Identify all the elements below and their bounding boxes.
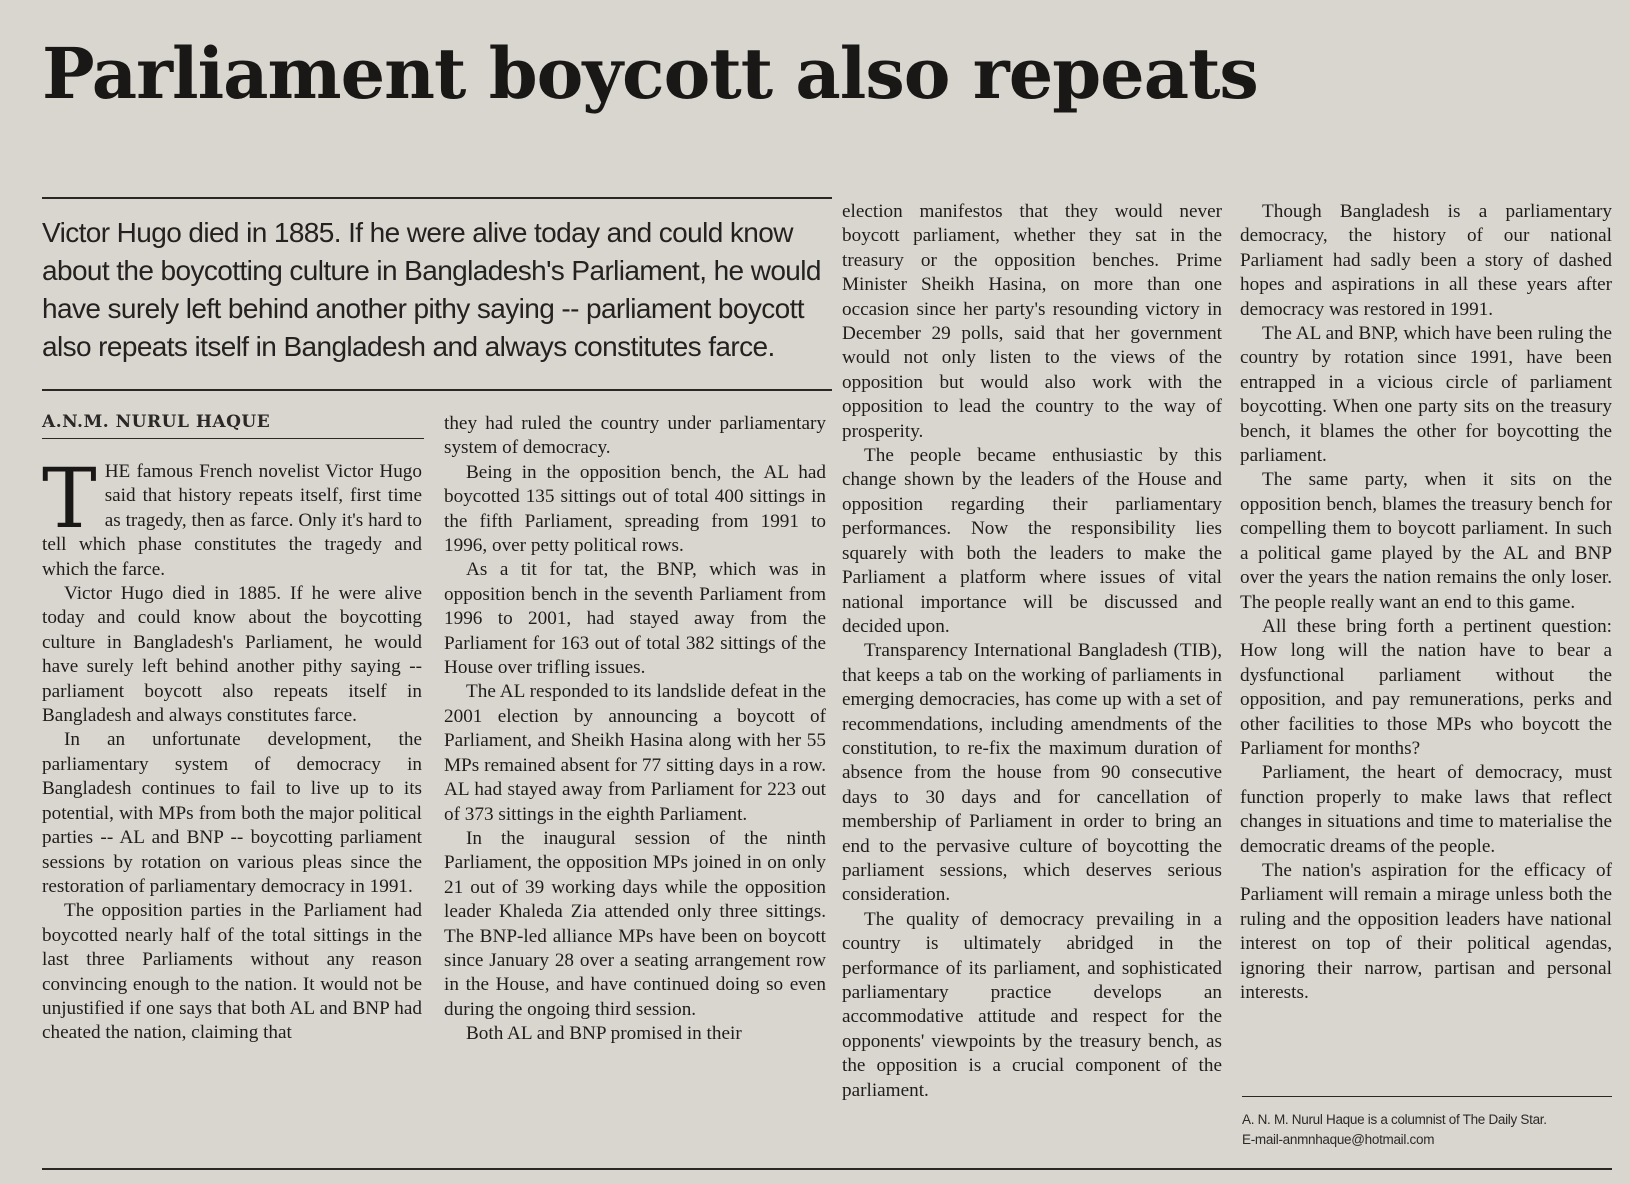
drop-cap: T	[42, 452, 97, 547]
paragraph-text: HE famous French novelist Victor Hugo said that history repeats itself, first time as tragedy, then as farce. Only it's hard to tell which phase constitutes the tragedy and which the farce.	[42, 461, 422, 580]
article-paragraph: Being in the opposition bench, the AL had boycotted 135 sittings out of total 400 sittings in the fifth Parliament, spreading from 1991 to 1996, over petty political rows.	[444, 461, 826, 557]
deck-summary: Victor Hugo died in 1885. If he were alive today and could know about the boycotting culture in Bangladesh's Parliament, he would have surely left behind another pithy saying -- parliament boycott also repeats itself in Bangladesh and always constitutes farce.	[42, 217, 821, 362]
article-paragraph: Though Bangladesh is a parliamentary democracy, the history of our national Parliament had sadly been a story of dashed hopes and aspirations in all these years after democracy was restored in 1991.	[1240, 201, 1612, 320]
article-paragraph: The AL and BNP, which have been ruling the country by rotation since 1991, have been entrapped in a vicious circle of parliament boycotting. When one party sits on the treasury bench, it blames the other for boycotting the parliament.	[1240, 323, 1612, 467]
article-column-3	[842, 200, 1222, 1103]
article-paragraph: The AL responded to its landslide defeat in the 2001 election by announcing a boycott of Parliament, and Sheikh Hasina along with her 55 MPs remained absent for 77 sitting days in a row. AL had stayed away from Parliament for 223 out of 373 sittings in the eighth Parliament.	[444, 681, 826, 825]
article-paragraph: Both AL and BNP promised in their	[466, 1023, 742, 1045]
headline: Parliament boycott also repeats	[42, 32, 1258, 115]
article-paragraph: All these bring forth a pertinent question: How long will the nation have to bear a dysfunctional parliament without the opposition, and pay remunerations, perks and other facilities to those MPs who boycott the Parliament for months?	[1240, 615, 1612, 759]
article-paragraph: The opposition parties in the Parliament had boycotted nearly half of the total sittings in the last three Parliaments without any reason convincing enough to the nation. It would not be unjustified if one says that both AL and BNP had cheated the nation, claiming that	[42, 900, 422, 1044]
article-paragraph: The same party, when it sits on the opposition bench, blames the treasury bench for compelling them to boycott parliament. In such a political game played by the AL and BNP over the years the nation remains the only loser. The people really want an end to this game.	[1240, 469, 1612, 613]
author-email: E-mail-anmnhaque@hotmail.com	[1242, 1132, 1435, 1147]
article-paragraph: Victor Hugo died in 1885. If he were alive today and could know about the boycotting culture in Bangladesh's Parliament, he would have surely left behind another pithy saying -- parliament boycott also repeats itself in Bangladesh and always constitutes farce.	[42, 583, 422, 727]
byline-rule	[42, 438, 424, 439]
article-column-2	[444, 412, 826, 1047]
bottom-rule	[42, 1168, 1612, 1170]
article-paragraph: election manifestos that they would never boycott parliament, whether they sat in the treasury or the opposition benches. Prime Minister Sheikh Hasina, on more than one occasion since her party's resounding victory in December 29 polls, said that her government would not only listen to the views of the opposition but would also work with the opposition to lead the country to the way of prosperity.	[842, 201, 1222, 442]
article-paragraph: As a tit for tat, the BNP, which was in opposition bench in the seventh Parliament from 1996 to 2001, had stayed away from the Parliament for 163 out of total 382 sittings of the House over trifling issues.	[444, 559, 826, 679]
article-paragraph: The people became enthusiastic by this change shown by the leaders of the House and opposition regarding their parliamentary performances. Now the responsibility lies squarely with both the leaders to make the Parliament a platform where issues of vital national importance will be discussed and decided upon.	[842, 445, 1222, 637]
deck-bottom-rule	[42, 389, 832, 391]
author-credit	[1242, 1110, 1547, 1150]
article-column-4	[1240, 200, 1612, 1005]
article-paragraph: Parliament, the heart of democracy, must function properly to make laws that reflect changes in situations and time to materialise the democratic dreams of the people.	[1240, 762, 1612, 857]
article-paragraph: they had ruled the country under parliamentary system of democracy.	[444, 413, 826, 459]
deck-top-rule	[42, 197, 832, 199]
article-paragraph: The nation's aspiration for the efficacy of Parliament will remain a mirage unless both the ruling and the opposition leaders have national interest on top of their political agendas, ignoring their narrow, partisan and personal interests.	[1240, 859, 1612, 1003]
article-paragraph	[42, 452, 422, 582]
article-paragraph: In the inaugural session of the ninth Parliament, the opposition MPs joined in on only 21 out of 39 working days while the opposition leader Khaleda Zia attended only three sittings. The BNP-led alliance MPs have been on boycott since January 28 over a seating arrangement row in the House, and have continued doing so even during the ongoing third session.	[444, 827, 826, 1020]
article-paragraph: In an unfortunate development, the parliamentary system of democracy in Bangladesh continues to fail to live up to its potential, with MPs from both the major political parties -- AL and BNP -- boycotting parliament sessions by rotation on various pleas since the restoration of parliamentary democracy in 1991.	[42, 729, 422, 897]
byline: A.N.M. NURUL HAQUE	[42, 412, 271, 432]
article-paragraph: The quality of democracy prevailing in a country is ultimately abridged in the performance of its parliament, and sophisticated parliamentary practice develops an accommodative attitude and respect for the opponents' viewpoints by the treasury bench, as the opposition is a crucial component of the parliament.	[842, 908, 1222, 1101]
article-paragraph: Transparency International Bangladesh (TIB), that keeps a tab on the working of parliaments in emerging democracies, has come up with a set of recommendations, including amendments of the constitution, to re-fix the maximum duration of absence from the house from 90 consecutive days to 30 days and for cancellation of membership of Parliament in order to bring an end to the pervasive culture of boycotting the parliament sessions, which deserves serious consideration.	[842, 640, 1222, 906]
author-bio: A. N. M. Nurul Haque is a columnist of The Daily Star.	[1242, 1112, 1547, 1127]
article-column-1	[42, 452, 422, 1046]
credit-rule	[1242, 1096, 1612, 1097]
